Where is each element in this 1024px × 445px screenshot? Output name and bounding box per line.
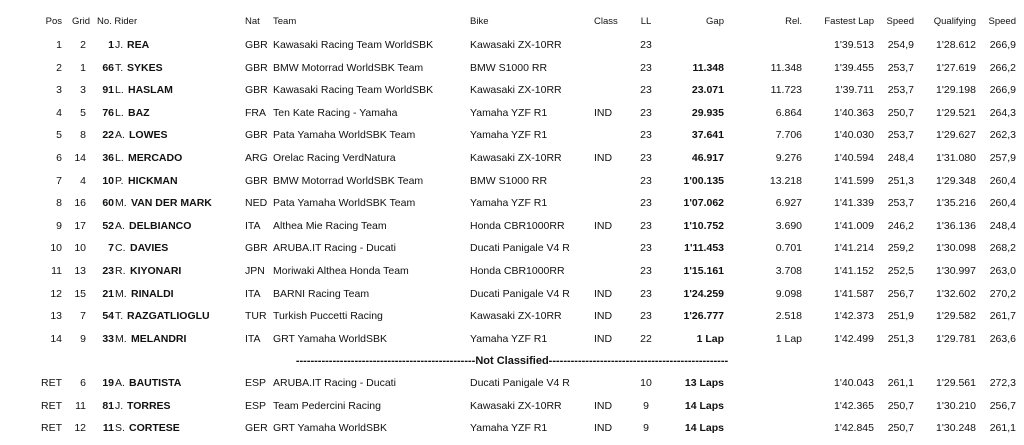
qualifying-time-cell: 1'29.348 bbox=[936, 174, 976, 187]
qualifying-time-cell: 1'29.781 bbox=[936, 332, 976, 345]
result-row bbox=[0, 372, 1024, 394]
qualifying-speed-cell: 268,2 bbox=[989, 242, 1016, 255]
nationality-cell: GBR bbox=[245, 129, 268, 142]
qualifying-time-cell: 1'29.627 bbox=[936, 129, 976, 142]
nationality-cell: JPN bbox=[245, 265, 265, 277]
gap-cell: 1'10.752 bbox=[683, 219, 724, 232]
relative-gap-cell: 1 Lap bbox=[775, 332, 802, 345]
qualifying-time-cell: 1'30.210 bbox=[936, 399, 976, 412]
qualifying-time-cell: 1'27.619 bbox=[936, 61, 976, 74]
fastest-lap-cell: 1'40.363 bbox=[834, 106, 874, 119]
position-cell: 10 bbox=[50, 242, 62, 255]
rider-surname-cell: BAZ bbox=[128, 106, 150, 119]
relative-gap-cell: 9.276 bbox=[775, 152, 802, 164]
fastest-lap-cell: 1'42.365 bbox=[834, 399, 874, 412]
team-cell: Orelac Racing VerdNatura bbox=[273, 152, 396, 164]
gap-cell: 1'11.453 bbox=[684, 242, 724, 255]
rider-initial-cell: A. bbox=[115, 129, 125, 142]
qualifying-speed-cell: 266,9 bbox=[989, 84, 1016, 97]
team-cell: Kawasaki Racing Team WorldSBK bbox=[273, 84, 434, 97]
laps-led-cell: 23 bbox=[640, 174, 652, 187]
header-class: Class bbox=[594, 16, 618, 27]
rider-initial-cell: S. bbox=[115, 422, 125, 434]
rider-number-cell: 54 bbox=[102, 310, 114, 323]
speed-cell: 253,7 bbox=[887, 61, 914, 74]
bike-cell: Kawasaki ZX-10RR bbox=[470, 39, 562, 51]
rider-number-cell: 81 bbox=[102, 399, 114, 412]
header-pos: Pos bbox=[45, 16, 62, 27]
header-no-rider: No. Rider bbox=[97, 16, 138, 27]
gap-cell: 11.348 bbox=[692, 61, 724, 74]
position-cell: 9 bbox=[56, 219, 62, 232]
relative-gap-cell: 2.518 bbox=[775, 310, 802, 323]
nationality-cell: GBR bbox=[245, 61, 268, 74]
rider-initial-cell: C. bbox=[115, 242, 126, 255]
bike-cell: Ducati Panigale V4 R bbox=[470, 287, 570, 300]
qualifying-speed-cell: 272,3 bbox=[989, 377, 1016, 389]
qualifying-speed-cell: 260,4 bbox=[989, 197, 1016, 210]
laps-led-cell: 23 bbox=[640, 129, 652, 142]
qualifying-speed-cell: 261,7 bbox=[989, 310, 1016, 323]
result-row bbox=[0, 34, 1024, 56]
rider-surname-cell: RINALDI bbox=[131, 287, 174, 300]
team-cell: ARUBA.IT Racing - Ducati bbox=[273, 242, 396, 255]
relative-gap-cell: 0.701 bbox=[775, 242, 802, 255]
team-cell: Pata Yamaha WorldSBK Team bbox=[273, 129, 416, 142]
grid-cell: 12 bbox=[74, 422, 86, 434]
nationality-cell: ESP bbox=[245, 377, 267, 389]
team-cell: ARUBA.IT Racing - Ducati bbox=[273, 377, 396, 389]
qualifying-time-cell: 1'28.612 bbox=[936, 39, 976, 51]
fastest-lap-cell: 1'41.009 bbox=[834, 219, 874, 232]
bike-cell: BMW S1000 RR bbox=[470, 174, 548, 187]
class-cell: IND bbox=[594, 219, 613, 232]
rider-surname-cell: HASLAM bbox=[128, 84, 173, 97]
laps-led-cell: 9 bbox=[643, 399, 649, 412]
team-cell: BARNI Racing Team bbox=[273, 287, 370, 300]
rider-initial-cell: P. bbox=[115, 174, 124, 187]
result-row bbox=[0, 417, 1024, 439]
relative-gap-cell: 3.690 bbox=[775, 219, 802, 232]
result-row bbox=[0, 124, 1024, 146]
speed-cell: 251,3 bbox=[887, 174, 914, 187]
result-row bbox=[0, 170, 1024, 192]
speed-cell: 251,9 bbox=[887, 310, 914, 323]
header-speed: Speed bbox=[886, 16, 914, 27]
result-row bbox=[0, 215, 1024, 237]
gap-cell: 46.917 bbox=[691, 152, 724, 164]
nationality-cell: ESP bbox=[245, 399, 267, 412]
rider-number-cell: 52 bbox=[102, 219, 114, 232]
speed-cell: 253,7 bbox=[887, 197, 914, 210]
class-cell: IND bbox=[594, 422, 613, 434]
qualifying-speed-cell: 266,2 bbox=[989, 61, 1016, 74]
laps-led-cell: 22 bbox=[640, 332, 652, 345]
result-row bbox=[0, 283, 1024, 305]
grid-cell: 14 bbox=[74, 152, 86, 164]
position-cell: 5 bbox=[56, 129, 62, 142]
speed-cell: 254,9 bbox=[887, 39, 914, 51]
rider-surname-cell: CORTESE bbox=[129, 422, 180, 434]
class-cell: IND bbox=[594, 332, 613, 345]
qualifying-speed-cell: 264,3 bbox=[989, 106, 1016, 119]
position-cell: 8 bbox=[56, 197, 62, 210]
grid-cell: 10 bbox=[74, 242, 86, 255]
gap-cell: 1 Lap bbox=[696, 332, 724, 345]
team-cell: Pata Yamaha WorldSBK Team bbox=[273, 197, 416, 210]
gap-cell: 29.935 bbox=[691, 106, 724, 119]
bike-cell: Kawasaki ZX-10RR bbox=[470, 310, 562, 323]
rider-initial-cell: A. bbox=[115, 377, 125, 389]
rider-surname-cell: KIYONARI bbox=[130, 265, 182, 277]
bike-cell: Ducati Panigale V4 R bbox=[470, 242, 570, 255]
relative-gap-cell: 7.706 bbox=[775, 129, 802, 142]
laps-led-cell: 23 bbox=[640, 197, 652, 210]
qualifying-speed-cell: 256,7 bbox=[989, 399, 1016, 412]
grid-cell: 9 bbox=[80, 332, 86, 345]
result-row bbox=[0, 237, 1024, 259]
rider-initial-cell: L. bbox=[115, 84, 124, 97]
fastest-lap-cell: 1'41.152 bbox=[834, 265, 874, 277]
nationality-cell: FRA bbox=[245, 106, 266, 119]
rider-initial-cell: L. bbox=[115, 106, 124, 119]
grid-cell: 5 bbox=[80, 106, 86, 119]
result-row bbox=[0, 102, 1024, 124]
position-cell: 12 bbox=[50, 287, 62, 300]
speed-cell: 256,7 bbox=[887, 287, 914, 300]
rider-number-cell: 1 bbox=[108, 39, 114, 51]
bike-cell: Honda CBR1000RR bbox=[470, 219, 565, 232]
qualifying-speed-cell: 248,4 bbox=[989, 219, 1016, 232]
qualifying-speed-cell: 263,0 bbox=[989, 265, 1016, 277]
speed-cell: 251,3 bbox=[887, 332, 914, 345]
laps-led-cell: 23 bbox=[640, 39, 652, 51]
rider-surname-cell: MELANDRI bbox=[131, 332, 187, 345]
speed-cell: 250,7 bbox=[887, 422, 914, 434]
header-grid: Grid bbox=[72, 16, 90, 27]
team-cell: Turkish Puccetti Racing bbox=[273, 310, 383, 323]
qualifying-time-cell: 1'29.561 bbox=[936, 377, 976, 389]
position-cell: 2 bbox=[56, 61, 62, 74]
position-cell: 3 bbox=[56, 84, 62, 97]
class-cell: IND bbox=[594, 310, 613, 323]
rider-surname-cell: TORRES bbox=[127, 399, 171, 412]
nationality-cell: GER bbox=[245, 422, 268, 434]
relative-gap-cell: 9.098 bbox=[775, 287, 802, 300]
qualifying-time-cell: 1'29.198 bbox=[936, 84, 976, 97]
fastest-lap-cell: 1'41.587 bbox=[834, 287, 874, 300]
fastest-lap-cell: 1'41.339 bbox=[834, 197, 874, 210]
team-cell: BMW Motorrad WorldSBK Team bbox=[273, 61, 424, 74]
relative-gap-cell: 3.708 bbox=[775, 265, 802, 277]
class-cell: IND bbox=[594, 399, 613, 412]
header-team: Team bbox=[273, 16, 297, 27]
position-cell: 14 bbox=[50, 332, 62, 345]
gap-cell: 1'07.062 bbox=[683, 197, 724, 210]
relative-gap-cell: 6.864 bbox=[775, 106, 802, 119]
laps-led-cell: 23 bbox=[640, 152, 652, 164]
rider-number-cell: 19 bbox=[102, 377, 114, 389]
result-row bbox=[0, 147, 1024, 169]
rider-number-cell: 33 bbox=[102, 332, 114, 345]
rider-initial-cell: M. bbox=[115, 287, 127, 300]
qualifying-time-cell: 1'35.216 bbox=[936, 197, 976, 210]
rider-surname-cell: LOWES bbox=[129, 129, 168, 142]
gap-cell: 14 Laps bbox=[684, 422, 724, 434]
speed-cell: 250,7 bbox=[887, 106, 914, 119]
rider-number-cell: 7 bbox=[108, 242, 114, 255]
nationality-cell: GBR bbox=[245, 39, 268, 51]
position-cell: RET bbox=[41, 377, 62, 389]
gap-cell: 1'24.259 bbox=[683, 287, 724, 300]
relative-gap-cell: 11.723 bbox=[770, 84, 802, 97]
relative-gap-cell: 11.348 bbox=[770, 61, 802, 74]
qualifying-time-cell: 1'32.602 bbox=[936, 287, 976, 300]
laps-led-cell: 23 bbox=[640, 219, 652, 232]
result-row bbox=[0, 305, 1024, 327]
bike-cell: Yamaha YZF R1 bbox=[470, 129, 548, 142]
laps-led-cell: 23 bbox=[640, 265, 652, 277]
laps-led-cell: 23 bbox=[640, 242, 652, 255]
fastest-lap-cell: 1'42.499 bbox=[834, 332, 874, 345]
header-ll: LL bbox=[640, 16, 652, 27]
nationality-cell: NED bbox=[245, 197, 268, 210]
team-cell: Ten Kate Racing - Yamaha bbox=[273, 106, 398, 119]
fastest-lap-cell: 1'40.043 bbox=[834, 377, 874, 389]
laps-led-cell: 23 bbox=[640, 61, 652, 74]
grid-cell: 11 bbox=[75, 399, 86, 412]
gap-cell: 1'26.777 bbox=[683, 310, 724, 323]
result-row bbox=[0, 328, 1024, 350]
speed-cell: 246,2 bbox=[887, 219, 914, 232]
result-row bbox=[0, 395, 1024, 417]
qualifying-time-cell: 1'30.098 bbox=[936, 242, 976, 255]
rider-number-cell: 21 bbox=[102, 287, 114, 300]
team-cell: Kawasaki Racing Team WorldSBK bbox=[273, 39, 434, 51]
fastest-lap-cell: 1'39.711 bbox=[834, 84, 874, 97]
result-row bbox=[0, 260, 1024, 282]
bike-cell: Yamaha YZF R1 bbox=[470, 197, 548, 210]
qualifying-speed-cell: 270,2 bbox=[989, 287, 1016, 300]
header-bike: Bike bbox=[470, 16, 489, 27]
rider-initial-cell: M. bbox=[115, 332, 127, 345]
qualifying-speed-cell: 260,4 bbox=[989, 174, 1016, 187]
grid-cell: 15 bbox=[74, 287, 86, 300]
grid-cell: 8 bbox=[80, 129, 86, 142]
relative-gap-cell: 6.927 bbox=[775, 197, 802, 210]
rider-surname-cell: VAN DER MARK bbox=[131, 197, 212, 210]
rider-number-cell: 91 bbox=[102, 84, 114, 97]
grid-cell: 2 bbox=[80, 39, 86, 51]
speed-cell: 248,4 bbox=[887, 152, 914, 164]
position-cell: 6 bbox=[56, 152, 62, 164]
laps-led-cell: 23 bbox=[640, 84, 652, 97]
position-cell: 7 bbox=[56, 174, 62, 187]
rider-initial-cell: A. bbox=[115, 219, 125, 232]
rider-surname-cell: BAUTISTA bbox=[129, 377, 182, 389]
rider-number-cell: 76 bbox=[102, 106, 114, 119]
rider-initial-cell: M. bbox=[115, 197, 127, 210]
rider-initial-cell: L. bbox=[115, 152, 124, 164]
rider-surname-cell: HICKMAN bbox=[128, 174, 178, 187]
header-nat: Nat bbox=[245, 16, 260, 27]
bike-cell: Yamaha YZF R1 bbox=[470, 106, 548, 119]
grid-cell: 1 bbox=[80, 61, 86, 74]
rider-number-cell: 36 bbox=[102, 152, 114, 164]
gap-cell: 37.641 bbox=[691, 129, 724, 142]
rider-surname-cell: DAVIES bbox=[130, 242, 169, 255]
qualifying-speed-cell: 261,1 bbox=[989, 422, 1016, 434]
bike-cell: Kawasaki ZX-10RR bbox=[470, 84, 562, 97]
nationality-cell: TUR bbox=[245, 310, 267, 323]
fastest-lap-cell: 1'39.455 bbox=[834, 61, 874, 74]
speed-cell: 259,2 bbox=[887, 242, 914, 255]
qualifying-speed-cell: 263,6 bbox=[989, 332, 1016, 345]
rider-number-cell: 60 bbox=[102, 197, 114, 210]
laps-led-cell: 10 bbox=[640, 377, 652, 389]
laps-led-cell: 23 bbox=[640, 106, 652, 119]
rider-initial-cell: R. bbox=[115, 265, 126, 277]
qualifying-speed-cell: 257,9 bbox=[989, 152, 1016, 164]
grid-cell: 4 bbox=[80, 174, 86, 187]
speed-cell: 250,7 bbox=[887, 399, 914, 412]
grid-cell: 6 bbox=[80, 377, 86, 389]
class-cell: IND bbox=[594, 106, 613, 119]
class-cell: IND bbox=[594, 152, 613, 164]
fastest-lap-cell: 1'41.214 bbox=[834, 242, 874, 255]
fastest-lap-cell: 1'41.599 bbox=[834, 174, 874, 187]
laps-led-cell: 23 bbox=[640, 287, 652, 300]
rider-number-cell: 23 bbox=[102, 265, 114, 277]
grid-cell: 7 bbox=[80, 310, 86, 323]
rider-surname-cell: SYKES bbox=[127, 61, 163, 74]
result-row bbox=[0, 57, 1024, 79]
grid-cell: 13 bbox=[74, 265, 86, 277]
grid-cell: 17 bbox=[74, 219, 86, 232]
speed-cell: 252,5 bbox=[887, 265, 914, 277]
fastest-lap-cell: 1'40.030 bbox=[834, 129, 874, 142]
grid-cell: 3 bbox=[80, 84, 86, 97]
position-cell: 11 bbox=[51, 265, 62, 277]
team-cell: BMW Motorrad WorldSBK Team bbox=[273, 174, 424, 187]
fastest-lap-cell: 1'40.594 bbox=[834, 152, 874, 164]
result-row bbox=[0, 79, 1024, 101]
rider-surname-cell: RAZGATLIOGLU bbox=[127, 310, 210, 323]
bike-cell: Kawasaki ZX-10RR bbox=[470, 399, 562, 412]
team-cell: GRT Yamaha WorldSBK bbox=[273, 422, 387, 434]
qualifying-time-cell: 1'30.997 bbox=[936, 265, 976, 277]
rider-surname-cell: DELBIANCO bbox=[129, 219, 192, 232]
nationality-cell: GBR bbox=[245, 174, 268, 187]
relative-gap-cell: 13.218 bbox=[769, 174, 802, 187]
gap-cell: 1'15.161 bbox=[683, 265, 724, 277]
position-cell: RET bbox=[41, 422, 62, 434]
fastest-lap-cell: 1'39.513 bbox=[834, 39, 874, 51]
rider-initial-cell: T. bbox=[115, 61, 124, 74]
gap-cell: 1'00.135 bbox=[683, 174, 724, 187]
speed-cell: 261,1 bbox=[887, 377, 914, 389]
rider-number-cell: 10 bbox=[102, 174, 114, 187]
rider-surname-cell: MERCADO bbox=[128, 152, 183, 164]
qualifying-time-cell: 1'29.582 bbox=[936, 310, 976, 323]
qualifying-time-cell: 1'30.248 bbox=[936, 422, 976, 434]
position-cell: 4 bbox=[56, 106, 62, 119]
nationality-cell: GBR bbox=[245, 242, 268, 255]
rider-number-cell: 11 bbox=[102, 422, 114, 434]
gap-cell: 23.071 bbox=[691, 84, 724, 97]
class-cell: IND bbox=[594, 287, 613, 300]
rider-number-cell: 22 bbox=[102, 129, 114, 142]
qualifying-speed-cell: 266,9 bbox=[989, 39, 1016, 51]
team-cell: Althea Mie Racing Team bbox=[273, 219, 387, 232]
position-cell: 13 bbox=[50, 310, 62, 323]
qualifying-time-cell: 1'31.080 bbox=[936, 152, 976, 164]
fastest-lap-cell: 1'42.845 bbox=[834, 422, 874, 434]
rider-surname-cell: REA bbox=[127, 39, 150, 51]
bike-cell: BMW S1000 RR bbox=[470, 61, 548, 74]
nationality-cell: ITA bbox=[245, 287, 261, 300]
header-qual-speed: Speed bbox=[988, 16, 1016, 27]
team-cell: Moriwaki Althea Honda Team bbox=[273, 265, 409, 277]
speed-cell: 253,7 bbox=[887, 129, 914, 142]
rider-initial-cell: J. bbox=[115, 399, 124, 412]
bike-cell: Honda CBR1000RR bbox=[470, 265, 565, 277]
qualifying-speed-cell: 262,3 bbox=[989, 129, 1016, 142]
fastest-lap-cell: 1'42.373 bbox=[834, 310, 874, 323]
gap-cell: 13 Laps bbox=[684, 377, 724, 389]
header-qualifying: Qualifying bbox=[933, 16, 976, 27]
nationality-cell: ARG bbox=[245, 152, 268, 164]
laps-led-cell: 23 bbox=[640, 310, 652, 323]
nationality-cell: ITA bbox=[245, 332, 261, 345]
nationality-cell: ITA bbox=[245, 219, 261, 232]
header-rel: Rel. bbox=[785, 16, 802, 27]
gap-cell: 14 Laps bbox=[684, 399, 724, 412]
rider-initial-cell: J. bbox=[115, 39, 124, 51]
bike-cell: Yamaha YZF R1 bbox=[470, 422, 548, 434]
bike-cell: Kawasaki ZX-10RR bbox=[470, 152, 562, 164]
team-cell: Team Pedercini Racing bbox=[273, 399, 381, 412]
header-gap: Gap bbox=[706, 16, 724, 27]
header-fastest-lap: Fastest Lap bbox=[824, 16, 874, 27]
bike-cell: Yamaha YZF R1 bbox=[470, 332, 548, 345]
laps-led-cell: 9 bbox=[643, 422, 649, 434]
results-header-row bbox=[0, 12, 1024, 32]
team-cell: GRT Yamaha WorldSBK bbox=[273, 332, 387, 345]
nationality-cell: GBR bbox=[245, 84, 268, 97]
bike-cell: Ducati Panigale V4 R bbox=[470, 377, 570, 389]
position-cell: 1 bbox=[56, 39, 62, 51]
rider-number-cell: 66 bbox=[102, 61, 114, 74]
qualifying-time-cell: 1'36.136 bbox=[936, 219, 976, 232]
qualifying-time-cell: 1'29.521 bbox=[936, 106, 976, 119]
grid-cell: 16 bbox=[74, 197, 86, 210]
rider-initial-cell: T. bbox=[115, 310, 124, 323]
speed-cell: 253,7 bbox=[887, 84, 914, 97]
not-classified-divider: -------------------------------------------------Not Classified------------------------------------------------- bbox=[295, 355, 729, 367]
position-cell: RET bbox=[41, 399, 62, 412]
result-row bbox=[0, 192, 1024, 214]
